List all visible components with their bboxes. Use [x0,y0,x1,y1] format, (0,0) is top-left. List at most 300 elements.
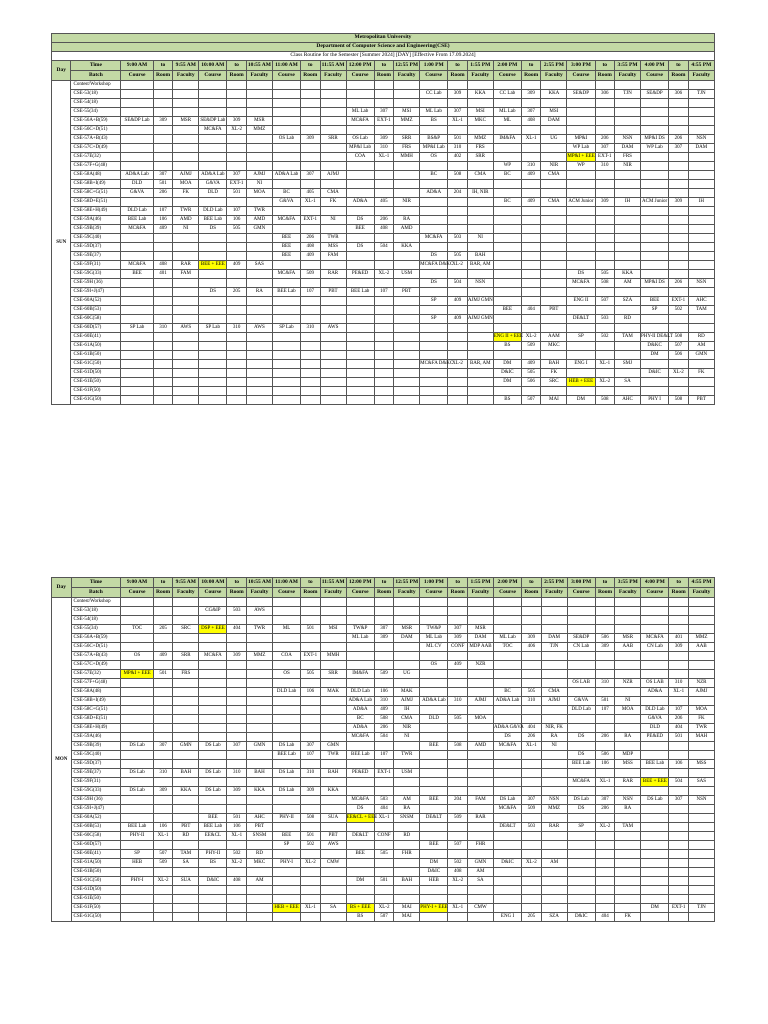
faculty-cell: TAM [615,823,641,832]
course-cell [121,751,154,760]
faculty-cell [615,841,641,850]
faculty-cell [615,81,641,90]
room-cell [522,778,542,787]
room-cell [595,904,615,913]
course-cell [199,369,227,378]
room-cell: 309 [153,787,173,796]
course-cell [199,360,227,369]
course-cell [567,342,595,351]
room-cell: 309 [374,135,393,144]
room-cell [374,643,394,652]
course-cell [121,706,154,715]
room-cell [448,324,467,333]
table-row [52,688,715,697]
room-cell: 506 [521,378,540,387]
faculty-cell: FAM [320,252,346,261]
faculty-cell: NIR [394,724,420,733]
faculty-cell [688,378,714,387]
room-cell [669,225,688,234]
room-cell [153,144,172,153]
faculty-cell [615,724,641,733]
faculty-cell [467,823,493,832]
room-cell: 107 [227,207,246,216]
course-cell [121,162,153,171]
course-cell [121,895,154,904]
faculty-cell [467,688,493,697]
subcolumn-header: Faculty [615,71,641,81]
room-cell [301,342,320,351]
room-cell [448,351,467,360]
course-cell [199,297,227,306]
course-cell [346,324,374,333]
course-cell [121,360,153,369]
course-cell: PHY-II DE&LT [641,333,669,342]
batch-cell: CSE-58B+I(49) [71,180,121,189]
faculty-cell [394,342,420,351]
course-cell [641,288,669,297]
course-cell [199,378,227,387]
course-cell [641,81,669,90]
faculty-cell [467,81,493,90]
course-cell [121,306,153,315]
room-cell: 309 [153,117,172,126]
faculty-cell [246,279,272,288]
room-cell [669,625,689,634]
faculty-cell [246,634,272,643]
room-cell [227,351,246,360]
batch-cell: CSE-61D(50) [71,886,121,895]
course-cell: PHY-II [121,832,154,841]
room-cell [669,895,689,904]
faculty-cell: NSN [615,135,641,144]
day-label: SUN [52,81,71,405]
room-cell [669,913,689,922]
course-cell [346,823,374,832]
room-cell [669,607,689,616]
course-cell [346,333,374,342]
course-cell [493,261,521,270]
time-header: 2:00 PM [493,61,521,71]
faculty-cell [320,895,346,904]
batch-cell: CSE-56C+D(51) [71,643,121,652]
room-cell [448,832,468,841]
room-cell [153,234,172,243]
faculty-cell: RD [173,832,199,841]
course-cell [420,396,448,405]
batch-cell: CSE-61E(50) [71,895,121,904]
course-cell [420,706,448,715]
batch-cell: CSE-61C(50) [71,877,121,886]
course-cell [493,279,521,288]
faculty-cell: SUA [320,814,346,823]
faculty-cell [615,180,641,189]
faculty-cell [688,850,714,859]
subcolumn-header: Room [301,71,320,81]
room-cell [595,868,615,877]
room-cell: CONF [374,832,394,841]
room-cell [521,351,540,360]
batch-header: Batch [71,588,121,598]
faculty-cell: NSN [688,796,714,805]
faculty-cell [320,126,346,135]
course-cell [641,324,669,333]
faculty-cell: DAM [615,144,641,153]
faculty-cell [246,733,272,742]
course-cell: DS [199,225,227,234]
room-cell [522,886,542,895]
subcolumn-header: Faculty [246,71,272,81]
faculty-cell [246,751,272,760]
room-cell: 504 [374,243,393,252]
room-cell: 509 [448,814,468,823]
faculty-cell [246,841,272,850]
course-cell: DS [346,243,374,252]
course-cell [272,99,300,108]
course-cell: BC [420,171,448,180]
course-cell [420,787,448,796]
room-cell [227,913,247,922]
room-cell [521,180,540,189]
room-cell: 206 [669,715,689,724]
faculty-cell: AJMJ GMN [467,297,493,306]
faculty-cell: TJN [688,904,714,913]
course-cell: AD&A [641,688,669,697]
course-cell [641,625,669,634]
course-cell: DS Lab [199,742,227,751]
course-cell: WP [567,162,595,171]
room-cell [595,670,615,679]
course-cell [567,261,595,270]
room-cell [669,99,688,108]
room-cell [669,378,688,387]
course-cell: COA [346,153,374,162]
course-cell [199,351,227,360]
room-cell: CONF [448,643,468,652]
course-cell [121,315,153,324]
time-header: to [227,578,247,588]
batch-cell: CSE-60D(57) [71,324,121,333]
table-row [52,180,715,189]
room-cell: 306 [669,90,688,99]
course-cell [346,841,374,850]
room-cell: 106 [595,760,615,769]
faculty-cell [320,679,346,688]
room-cell [448,679,468,688]
faculty-cell [173,108,199,117]
course-cell: DS Lab [641,796,669,805]
room-cell: 504 [669,778,689,787]
course-cell: DS [346,216,374,225]
faculty-cell: IH [688,198,714,207]
faculty-cell [394,607,420,616]
course-cell [493,841,521,850]
batch-cell: CSE-58D+E(51) [71,198,121,207]
course-cell [346,207,374,216]
room-cell [227,679,247,688]
faculty-cell [246,670,272,679]
faculty-cell: AJMJ [394,697,420,706]
faculty-cell [688,180,714,189]
faculty-cell [688,324,714,333]
room-cell: 502 [227,850,247,859]
faculty-cell [320,877,346,886]
course-cell [493,270,521,279]
faculty-cell: AM [394,796,420,805]
room-cell [227,90,246,99]
faculty-cell [173,751,199,760]
batch-cell: CSE-60A(52) [71,814,121,823]
faculty-cell [615,351,641,360]
batch-cell: CSE-59C(40) [71,751,121,760]
room-cell [153,153,172,162]
faculty-cell [615,850,641,859]
course-cell [272,153,300,162]
course-cell [420,369,448,378]
course-cell: PHY-I + EEE [420,904,448,913]
course-cell [346,369,374,378]
course-cell: OS [420,661,448,670]
faculty-cell [615,814,641,823]
room-cell [669,850,689,859]
room-cell [227,270,246,279]
room-cell: EXT-1 [301,216,320,225]
course-cell [641,360,669,369]
room-cell [301,306,320,315]
course-cell [121,607,154,616]
course-cell: D&IC [493,859,521,868]
room-cell: 307 [522,796,542,805]
course-cell [199,688,227,697]
course-cell [641,234,669,243]
faculty-cell [173,706,199,715]
faculty-cell [467,225,493,234]
faculty-cell [688,99,714,108]
room-cell [227,841,247,850]
time-header: 1:00 PM [420,578,448,588]
faculty-cell: MMZ [394,117,420,126]
room-cell [227,643,247,652]
room-cell: 310 [153,769,173,778]
course-cell [567,288,595,297]
room-cell [153,751,173,760]
room-cell: 307 [448,625,468,634]
room-cell [301,207,320,216]
faculty-cell [541,706,567,715]
time-header: 4:55 PM [688,578,714,588]
course-cell: PE&ED [641,733,669,742]
room-cell [227,661,247,670]
room-cell: 506 [669,351,688,360]
room-cell [448,342,467,351]
time-header: 2:00 PM [493,578,521,588]
course-cell [121,688,154,697]
faculty-cell [541,760,567,769]
faculty-cell [320,261,346,270]
room-cell [227,153,246,162]
room-cell [669,697,689,706]
course-cell [121,841,154,850]
faculty-cell [394,279,420,288]
faculty-cell [688,81,714,90]
room-cell [522,769,542,778]
time-header: 3:55 PM [615,578,641,588]
course-cell [567,625,595,634]
course-cell: MC&FA [121,225,153,234]
room-cell [301,778,321,787]
room-cell [227,396,246,405]
course-cell: ML Lab [346,634,374,643]
subcolumn-header: Course [493,71,521,81]
course-cell [346,351,374,360]
course-cell [493,787,521,796]
course-cell: ENG I [567,360,595,369]
room-cell [522,895,542,904]
room-cell [301,706,321,715]
course-cell [199,751,227,760]
faculty-cell [394,868,420,877]
subcolumn-header: Room [448,71,467,81]
faculty-cell [320,733,346,742]
faculty-cell: TAM [173,850,199,859]
batch-cell: Contest/Workshop [71,81,121,90]
faculty-cell [541,877,567,886]
course-cell [493,625,521,634]
room-cell: 206 [669,135,688,144]
room-cell [374,868,394,877]
course-cell [493,243,521,252]
course-cell [567,904,595,913]
course-cell [121,760,154,769]
room-cell [374,661,394,670]
room-cell: 309 [448,634,468,643]
room-cell [521,81,540,90]
room-cell [522,868,542,877]
course-cell [199,153,227,162]
batch-cell: CSE-59E(37) [71,252,121,261]
course-cell: ML Lab [493,634,521,643]
room-cell: 409 [448,315,467,324]
faculty-cell [246,895,272,904]
course-cell: AD&A [420,189,448,198]
table-row [52,724,715,733]
room-cell [669,877,689,886]
faculty-cell [688,108,714,117]
faculty-cell [246,904,272,913]
faculty-cell [615,252,641,261]
course-cell: ML Lab [420,108,448,117]
room-cell: 309 [522,634,542,643]
room-cell: 309 [301,787,321,796]
faculty-cell [467,670,493,679]
faculty-cell [615,243,641,252]
room-cell [374,396,393,405]
course-cell [493,315,521,324]
faculty-cell [467,378,493,387]
room-cell [227,751,247,760]
course-cell [199,895,227,904]
course-cell [272,180,300,189]
batch-cell: CSE-57C+D(49) [71,661,121,670]
faculty-cell [320,378,346,387]
faculty-cell: BAR, AM [467,261,493,270]
room-cell: 409 [227,261,246,270]
time-header: 10:55 AM [246,578,272,588]
room-cell [669,805,689,814]
faculty-cell [541,886,567,895]
course-cell: MC&FA [346,733,374,742]
course-cell [493,351,521,360]
faculty-cell [394,90,420,99]
course-cell [121,598,154,607]
table-row [52,261,715,270]
room-cell [227,144,246,153]
course-cell [346,387,374,396]
faculty-cell: GMN [320,742,346,751]
room-cell: 204 [448,189,467,198]
faculty-cell: RD [394,832,420,841]
faculty-cell: SRR [394,135,420,144]
batch-cell: CSE-59F(31) [71,778,121,787]
faculty-cell [541,715,567,724]
faculty-cell [173,369,199,378]
batch-cell: CSE-58C+G(51) [71,189,121,198]
room-cell [595,742,615,751]
faculty-cell [320,886,346,895]
faculty-cell [615,288,641,297]
faculty-cell [246,162,272,171]
faculty-cell: KKA [320,787,346,796]
course-cell [420,333,448,342]
faculty-cell: TJN [688,90,714,99]
batch-cell: CSE-59F(31) [71,261,121,270]
course-cell: DS Lab [121,742,154,751]
faculty-cell: AWS [320,324,346,333]
course-cell [493,670,521,679]
course-cell: BEE [272,234,300,243]
time-header: 9:55 AM [173,61,199,71]
table-row [52,598,715,607]
room-cell: 107 [374,751,394,760]
faculty-cell [320,180,346,189]
room-cell [153,598,173,607]
course-cell: BS + EEE [346,904,374,913]
course-cell [641,787,669,796]
faculty-cell [173,868,199,877]
course-cell [121,342,153,351]
faculty-cell: NIR [541,162,567,171]
room-cell: 507 [153,850,173,859]
room-cell [448,688,468,697]
course-cell [641,270,669,279]
faculty-cell [688,697,714,706]
room-cell: 309 [521,90,540,99]
faculty-cell [394,234,420,243]
time-header: 11:00 AM [272,61,300,71]
room-cell [374,306,393,315]
course-cell [493,895,521,904]
room-cell [153,814,173,823]
room-cell: XL-2 [448,360,467,369]
course-cell [199,886,227,895]
room-cell: XL-2 [522,859,542,868]
table-row [52,279,715,288]
faculty-cell [394,315,420,324]
faculty-cell: GMN [246,742,272,751]
subcolumn-header: Room [595,71,614,81]
subcolumn-header: Room [669,588,689,598]
faculty-cell: RAR [173,261,199,270]
subcolumn-header: Room [301,588,321,598]
